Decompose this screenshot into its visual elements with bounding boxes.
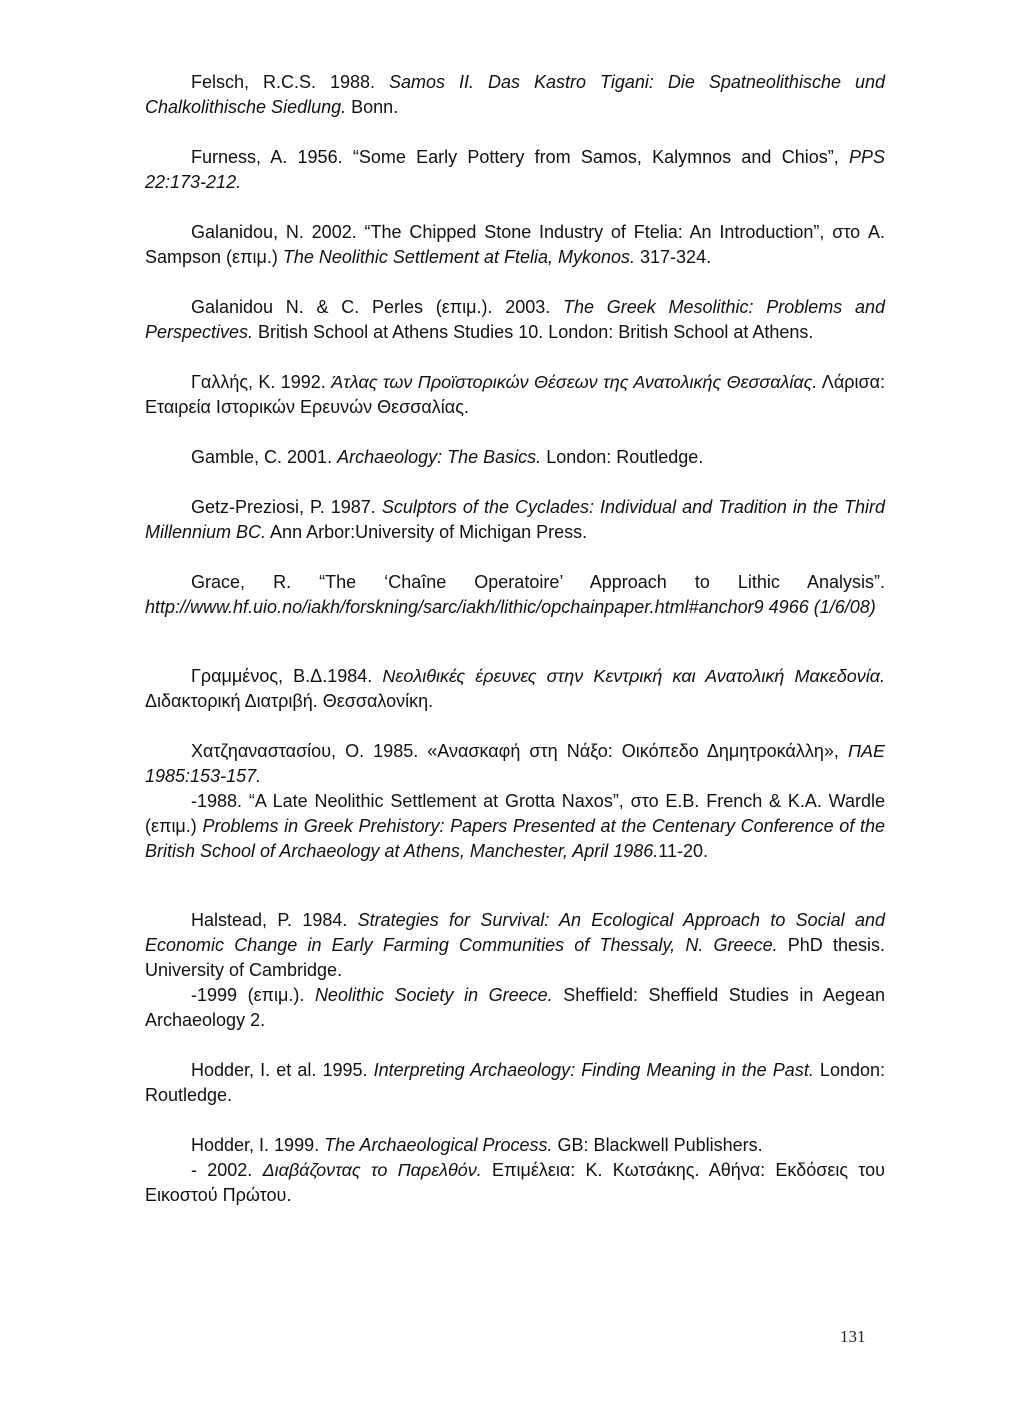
reference-entry [145,908,885,983]
reference-entry [145,445,885,470]
reference-text: Bonn. [346,97,399,117]
reference-title: Άτλας των Προϊστορικών Θέσεων της Ανατολικής Θεσσαλίας. [331,372,818,392]
reference-text: -1988. “A Late Neolithic Settlement at Grotta Naxos”, στο E.B. French & K.A. Wardle (επιμ.) [145,791,885,836]
reference-text: Ann Arbor:University of Michigan Press. [266,522,588,542]
reference-title: Διαβάζοντας το Παρελθόν. [262,1160,482,1180]
reference-title: The Neolithic Settlement at Ftelia, Mykonos. [282,247,636,267]
reference-entry [145,495,885,545]
reference-entry [145,1158,885,1208]
reference-entry [145,70,885,120]
reference-entry [145,664,885,714]
reference-text: Γαλλής, Κ. 1992. [191,372,332,392]
reference-text: Διδακτορική Διατριβή. Θεσσαλονίκη. [145,691,434,711]
reference-entry [145,1133,885,1158]
reference-text: Galanidou, N. 2002. “The Chipped Stone Industry of Ftelia: An Introduction”, στο A. Sampson (επιμ.) [145,222,885,267]
page-number: 131 [840,1327,866,1346]
reference-title: ΠΑΕ 1985:153-157. [145,741,885,786]
reference-entry [145,570,885,620]
reference-title: Sculptors of the Cyclades: Individual and Tradition in the Third Millennium BC. [145,497,885,542]
reference-text: Λάρισα: Εταιρεία Ιστορικών Ερευνών Θεσσαλίας. [145,372,885,417]
reference-text: Halstead, P. 1984. [191,910,358,930]
reference-text: - 2002. [191,1160,263,1180]
reference-title: Strategies for Survival: An Ecological Approach to Social and Economic Change in Early Farming Communities of Thessaly, N. Greece. [145,910,885,955]
reference-title: Νεολιθικές έρευνες στην Κεντρική και Ανατολική Μακεδονία. [382,666,885,686]
reference-entry [145,739,885,789]
reference-title: Samos II. Das Kastro Tigani: Die Spatneolithische und Chalkolithische Siedlung. [145,72,885,117]
reference-text: GB: Blackwell Publishers. [552,1135,763,1155]
reference-title: The Archaeological Process. [324,1135,553,1155]
reference-text: Gamble, C. 2001. [191,447,338,467]
reference-text: 317-324. [635,247,712,267]
reference-text: London: Routledge. [541,447,704,467]
reference-entry [145,1058,885,1108]
reference-text: -1999 (επιμ.). [191,985,315,1005]
reference-entry [145,983,885,1033]
reference-title: PPS 22:173-212. [145,147,885,192]
reference-title: Neolithic Society in Greece. [314,985,553,1005]
reference-text: Galanidou N. & C. Perles (επιμ.). 2003. [191,297,563,317]
reference-text: Γραμμένος, Β.Δ.1984. [191,666,383,686]
reference-text: British School at Athens Studies 10. London: British School at Athens. [253,322,814,342]
reference-text: Grace, R. “The ‘Chaîne Operatoire’ Approach to Lithic Analysis”. [191,572,885,592]
reference-text: Επιμέλεια: Κ. Κωτσάκης. Αθήνα: Εκδόσεις του Εικοστού Πρώτου. [145,1160,885,1205]
reference-text: Hodder, I. 1999. [191,1135,325,1155]
reference-title: The Greek Mesolithic: Problems and Perspectives. [145,297,886,342]
reference-text: Hodder, I. et al. 1995. [191,1060,374,1080]
reference-entry [145,370,885,420]
reference-text: Getz-Preziosi, P. 1987. [191,497,382,517]
reference-text: Sheffield: Sheffield Studies in Aegean Archaeology 2. [145,985,885,1030]
reference-text: London: Routledge. [145,1060,885,1105]
reference-title: Interpreting Archaeology: Finding Meaning in the Past. [373,1060,814,1080]
reference-entry [145,295,885,345]
reference-entry [145,789,885,864]
bibliography-list [145,70,885,1208]
reference-title: Archaeology: The Basics. [337,447,542,467]
reference-text: 11-20. [658,841,708,861]
reference-text: Χατζηαναστασίου, Ο. 1985. «Ανασκαφή στη Νάξο: Οικόπεδο Δημητροκάλλη», [191,741,848,761]
reference-title: http://www.hf.uio.no/iakh/forskning/sarc/iakh/lithic/opchainpaper.html#anchor9 4966 (1/6/08) [145,597,876,617]
reference-title: Problems in Greek Prehistory: Papers Presented at the Centenary Conference of the British School of Archaeology at Athens, Manchester, April 1986. [145,816,885,861]
reference-entry [145,145,885,195]
reference-text: PhD thesis. University of Cambridge. [145,935,885,980]
reference-entry [145,220,885,270]
reference-text: Furness, A. 1956. “Some Early Pottery from Samos, Kalymnos and Chios”, [191,147,849,167]
reference-text: Felsch, R.C.S. 1988. [191,72,390,92]
